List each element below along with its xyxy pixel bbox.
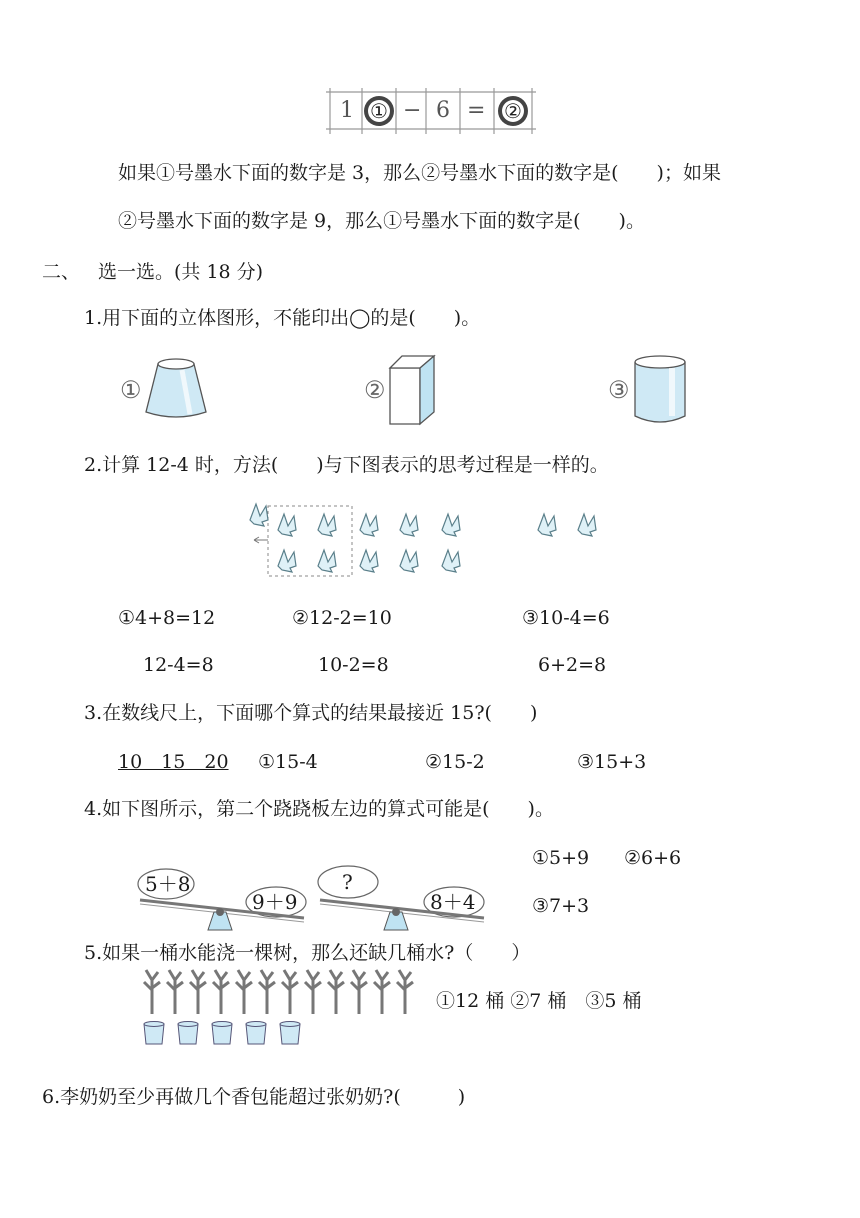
seesaw-1 [136, 868, 316, 932]
cylinder-shape-icon [632, 354, 688, 426]
frustum-shape-icon [144, 358, 208, 424]
intro-line-2: ②号墨水下面的数字是 9，那么①号墨水下面的数字是( )。 [118, 210, 645, 232]
equation-grid [326, 88, 536, 134]
q4-option-1: ①5+9 [532, 847, 590, 869]
number-ruler: 10 15 20 [118, 751, 229, 773]
q4-option-2: ②6+6 [624, 847, 682, 869]
q6-text: 6.李奶奶至少再做几个香包能超过张奶奶?( ) [42, 1086, 466, 1108]
q2-option-2b: 10-2=8 [318, 654, 389, 676]
seesaw-2-left: ? [342, 870, 353, 894]
section-number: 二、 [42, 261, 81, 283]
eq-minus: − [403, 98, 422, 123]
ink-blot-2-icon [498, 96, 528, 126]
svg-text:①: ① [370, 99, 388, 123]
trees-and-buckets-figure [138, 966, 434, 1050]
q3-option-1: ①15-4 [258, 751, 318, 773]
ink-equation [326, 88, 536, 134]
q2-option-3a: ③10-4=6 [522, 607, 610, 629]
q1-text: 1.用下面的立体图形，不能印出◯的是( )。 [84, 307, 481, 329]
q4-text: 4.如下图所示，第二个跷跷板左边的算式可能是( )。 [84, 798, 554, 820]
q5-text: 5.如果一桶水能浇一棵树，那么还缺几桶水?（ ） [84, 942, 531, 964]
q3-text: 3.在数线尺上，下面哪个算式的结果最接近 15?( ) [84, 702, 538, 724]
q2-option-1a: ①4+8=12 [118, 607, 216, 629]
paper-cranes-figure [250, 502, 630, 580]
q2-option-1b: 12-4=8 [143, 654, 214, 676]
ink-blot-1-icon [364, 96, 394, 126]
q2-option-2a: ②12-2=10 [292, 607, 392, 629]
q1-label-1: ① [120, 376, 142, 404]
eq-digit-6: 6 [436, 98, 450, 123]
eq-digit-1: 1 [340, 98, 354, 123]
seesaw-2 [316, 864, 496, 932]
q4-option-3: ③7+3 [532, 895, 590, 917]
q2-option-3b: 6+2=8 [538, 654, 607, 676]
q5-options: ①12 桶 ②7 桶 ③5 桶 [436, 990, 642, 1012]
svg-text:②: ② [504, 99, 522, 123]
q1-label-3: ③ [608, 376, 630, 404]
q2-text: 2.计算 12-4 时，方法( )与下图表示的思考过程是一样的。 [84, 454, 609, 476]
seesaw-2-right: 8＋4 [430, 890, 476, 914]
section-title: 选一选。(共 18 分) [98, 261, 264, 283]
intro-line-1: 如果①号墨水下面的数字是 3，那么②号墨水下面的数字是( )；如果 [118, 162, 721, 184]
q3-option-3: ③15+3 [577, 751, 647, 773]
seesaw-1-left: 5＋8 [145, 872, 191, 896]
seesaw-1-right: 9＋9 [252, 890, 298, 914]
eq-equals: = [467, 98, 486, 123]
cuboid-shape-icon [388, 354, 438, 426]
q3-option-2: ②15-2 [425, 751, 485, 773]
q1-label-2: ② [364, 376, 386, 404]
